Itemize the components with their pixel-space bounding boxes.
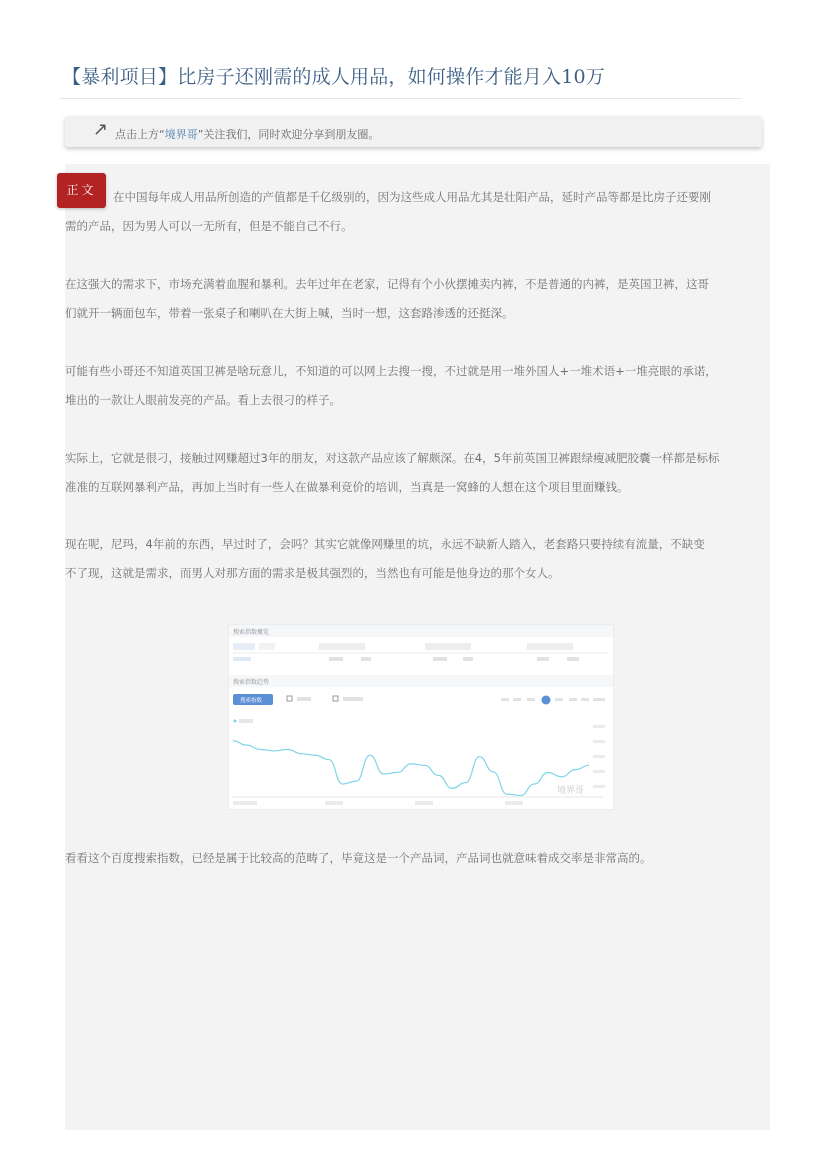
- paragraph-line: 们就开一辆面包车，带着一张桌子和喇叭在大街上喊，当时一想，这套路渗透的还挺深。: [65, 306, 514, 320]
- section-badge: 正文: [57, 173, 106, 208]
- paragraph-4: [65, 444, 770, 502]
- account-link[interactable]: 境界哥: [164, 128, 198, 141]
- trend-line: [233, 741, 589, 796]
- watermark-text: 境界哥: [557, 786, 585, 796]
- article-title: 【暴利项目】比房子还刚需的成人用品，如何操作才能月入10万: [62, 66, 605, 88]
- title-divider: [60, 98, 742, 99]
- paragraph-line: 不了现，这就是需求，而男人对那方面的需求是极其强烈的，当然也有可能是他身边的那个女人。: [65, 566, 560, 580]
- panel1-title: 搜索指数概览: [233, 629, 270, 636]
- paragraph-2: [65, 270, 770, 328]
- search-index-screenshot: [228, 624, 614, 810]
- paragraph-1: [65, 183, 770, 241]
- follow-notice-bar: [65, 116, 762, 147]
- paragraph-line: 堆出的一款让人眼前发亮的产品。看上去很刁的样子。: [65, 393, 341, 407]
- paragraph-line: 看看这个百度搜索指数，已经是属于比较高的范畴了，毕竟这是一个产品词，产品词也就意味着成交率是非常高的。: [65, 851, 652, 865]
- active-tab: 搜索指数: [240, 698, 263, 704]
- paragraph-line: 需的产品，因为男人可以一无所有，但是不能自己不行。: [65, 219, 353, 233]
- paragraph-6: [65, 844, 770, 873]
- follow-notice-text: 点击上方“境界哥”关注我们，同时欢迎分享到朋友圈。: [115, 128, 380, 141]
- paragraph-line: 在中国每年成人用品所创造的产值都是千亿级别的，因为这些成人用品尤其是壮阳产品，延时产品等都是比房子还要刚: [113, 190, 711, 204]
- search-index-image: [229, 625, 613, 809]
- paragraph-line: 在这强大的需求下，市场充满着血腥和暴利。去年过年在老家，记得有个小伙摆摊卖内裤，不是普通的内裤，是英国卫裤，这哥: [65, 277, 709, 291]
- arrow-up-right-icon: ↗: [93, 119, 109, 140]
- paragraph-3: [65, 357, 770, 415]
- paragraph-5: [65, 530, 770, 588]
- paragraph-line: 实际上，它就是很刁，接触过网赚超过3年的朋友，对这款产品应该了解颇深。在4，5年前英国卫裤跟绿瘦减肥胶囊一样都是标标: [65, 451, 720, 465]
- panel2-title: 搜索指数趋势: [233, 679, 270, 686]
- paragraph-line: 可能有些小哥还不知道英国卫裤是啥玩意儿，不知道的可以网上去搜一搜，不过就是用一堆外国人+一堆术语+一堆亮眼的承诺，: [65, 364, 717, 378]
- paragraph-line: 准准的互联网暴利产品，再加上当时有一些人在做暴利竞价的培训，当真是一窝蜂的人想在这个项目里面赚钱。: [65, 480, 629, 494]
- paragraph-line: 现在呢，尼玛，4年前的东西，早过时了，会吗？其实它就像网赚里的坑，永远不缺新人踏入，老套路只要持续有流量，不缺变: [65, 537, 705, 551]
